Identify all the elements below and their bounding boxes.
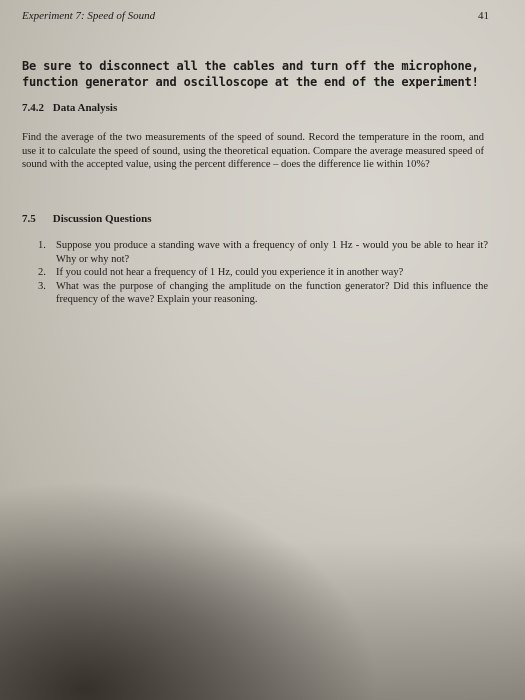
section-heading-data-analysis (22, 102, 117, 114)
section-title: Discussion Questions (52, 213, 152, 225)
list-item (38, 239, 488, 266)
section-heading-discussion (22, 213, 151, 225)
list-item (38, 280, 488, 307)
section-number: 7.4.2 (22, 102, 44, 114)
list-item (38, 266, 488, 280)
section-title: Data Analysis (52, 102, 118, 114)
question-number: 2. (38, 267, 46, 278)
question-text: Suppose you produce a standing wave with a frequency of only 1 Hz - would you be able to hear it? Why or why not? (56, 240, 488, 265)
section-number: 7.5 (22, 213, 36, 225)
page-number: 41 (478, 10, 489, 22)
question-text: What was the purpose of changing the amplitude on the function generator? Did this influence the frequency of the wave? Explain your reasoning. (56, 280, 488, 305)
discussion-question-list (38, 239, 488, 307)
question-number: 1. (38, 240, 46, 251)
question-number: 3. (38, 280, 46, 292)
safety-warning: Be sure to disconnect all the cables and turn off the microphone, function generator and oscilloscope at the end of the experiment! (22, 59, 479, 89)
page-header (22, 10, 489, 30)
question-text: If you could not hear a frequency of 1 Hz, could you experience it in another way? (56, 267, 404, 278)
data-analysis-paragraph: Find the average of the two measurements of the speed of sound. Record the temperature in the room, and use it to calculate the speed of sound, using the theoretical equation. Compare the average measured speed of sound with the accepted value, using the percent difference – does the difference lie within 10%? (22, 132, 484, 170)
running-title: Experiment 7: Speed of Sound (22, 10, 156, 22)
